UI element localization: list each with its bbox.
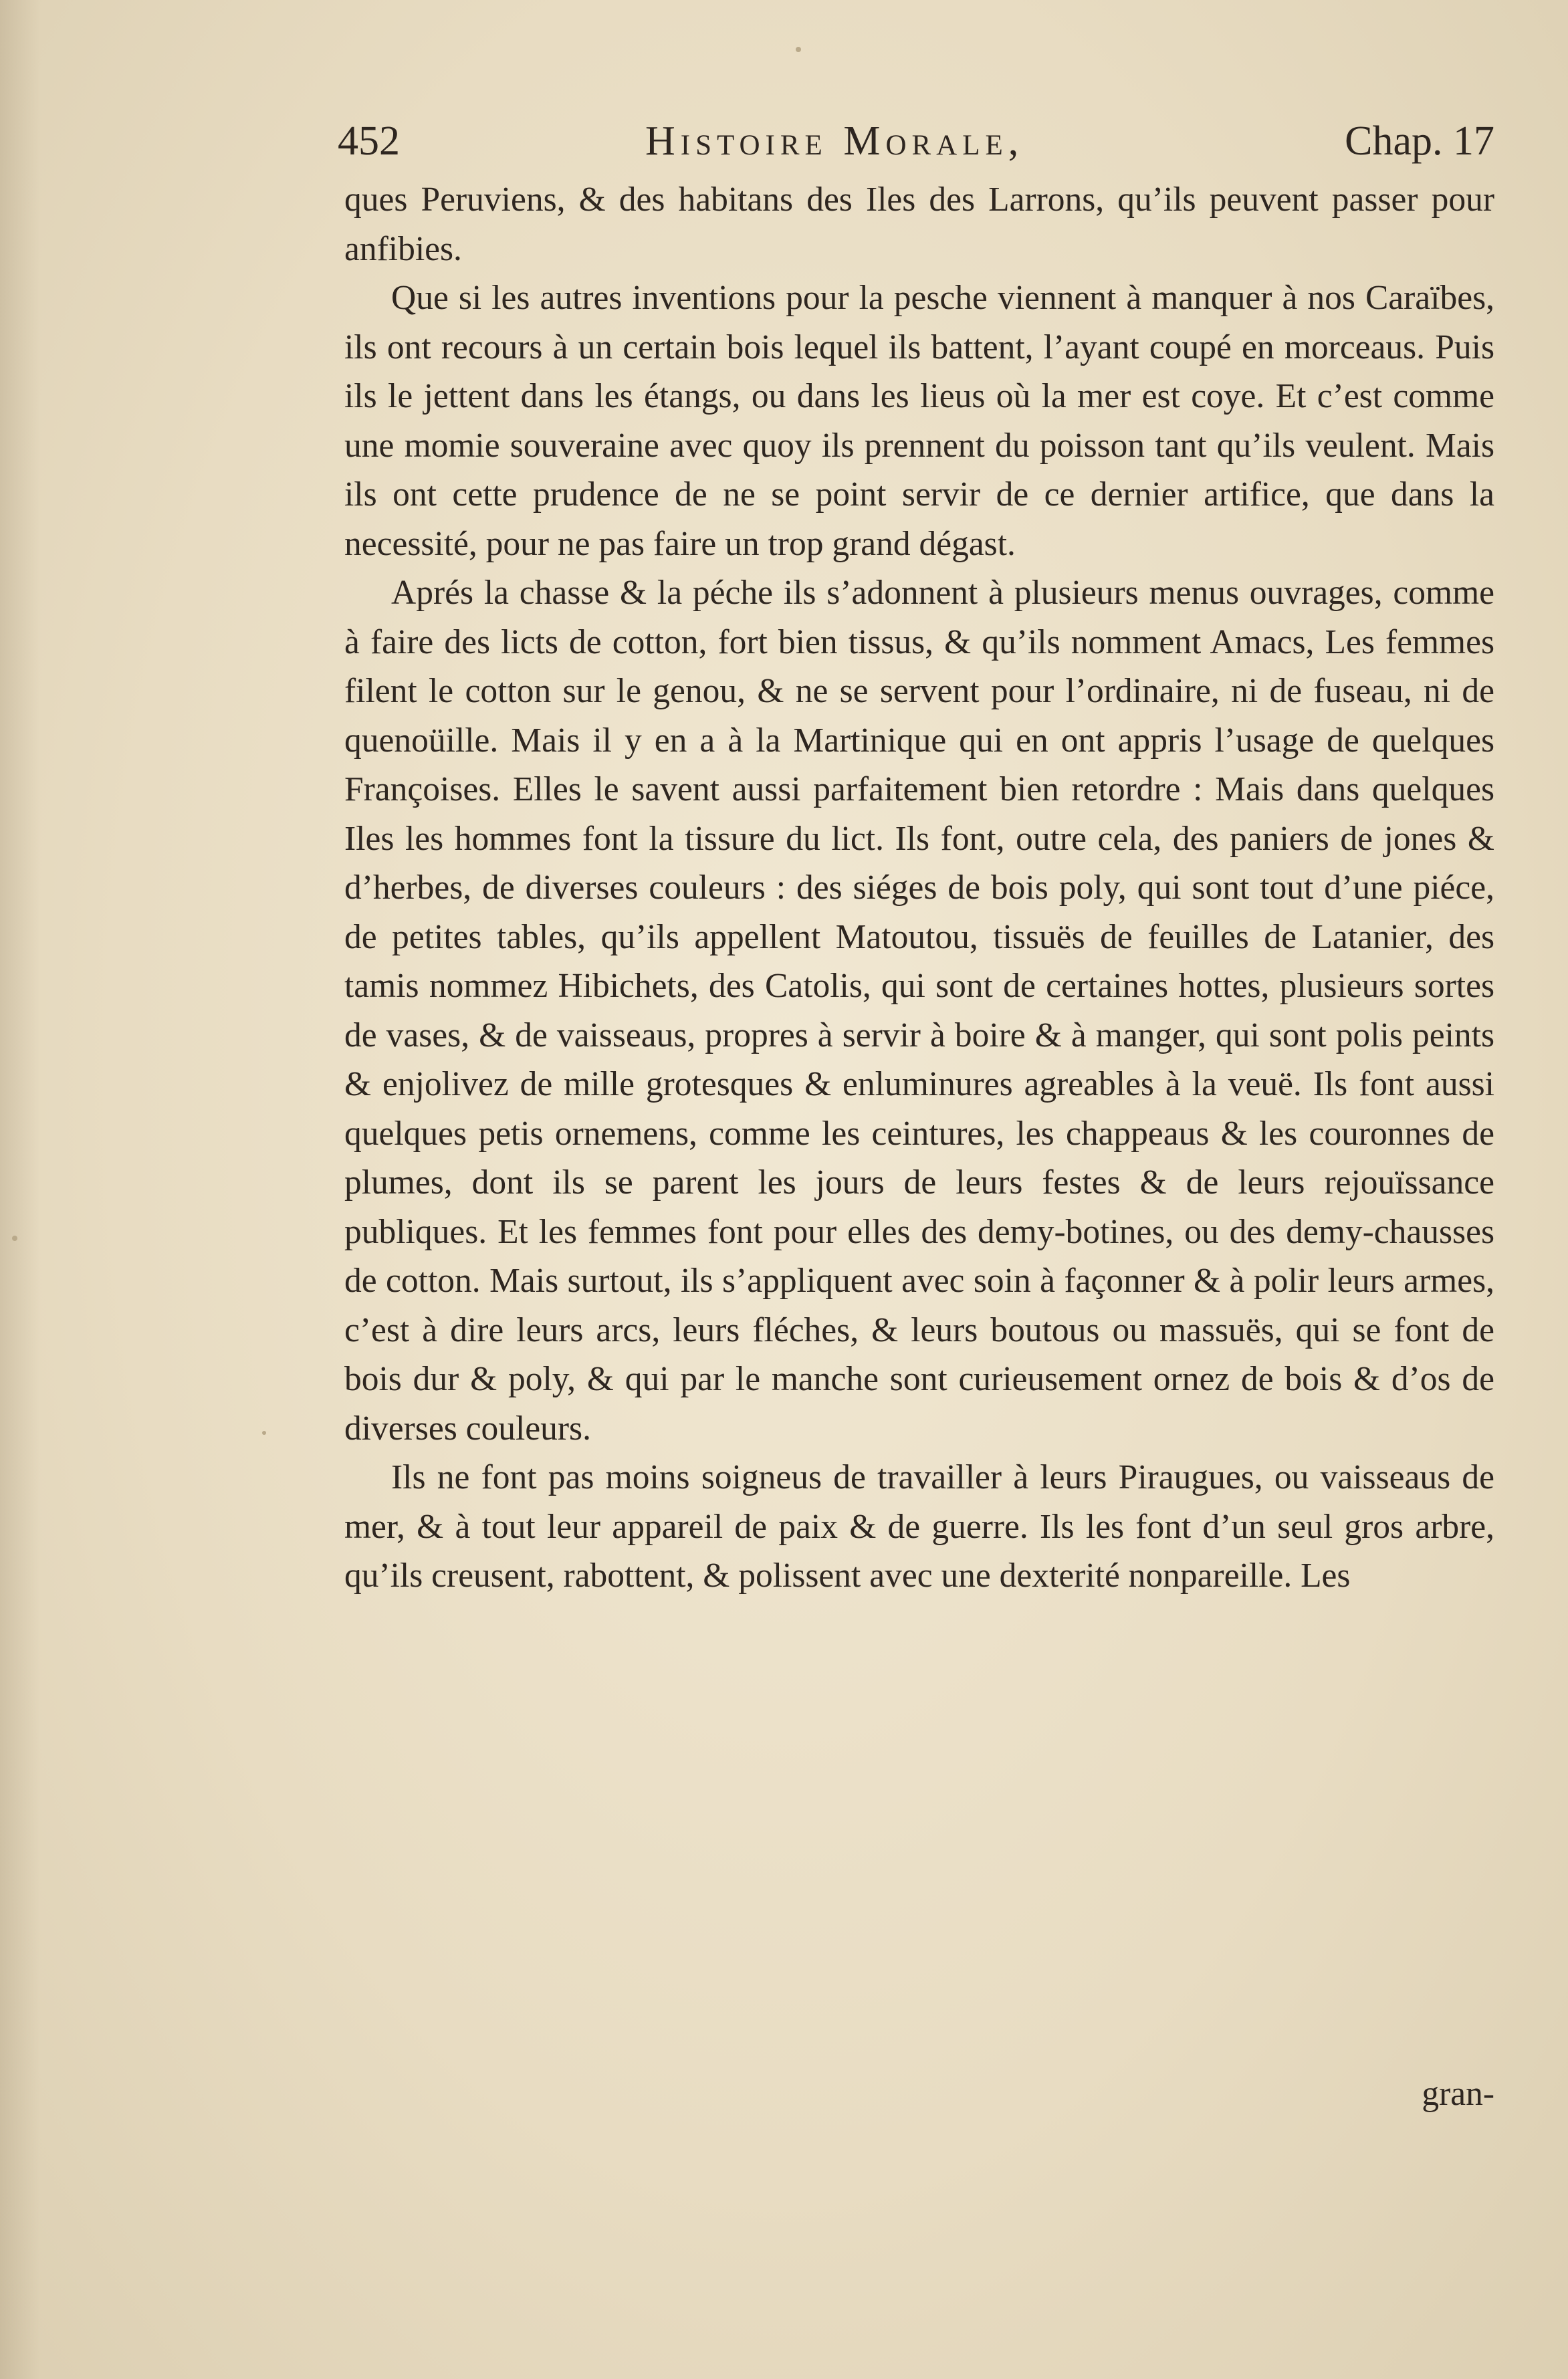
page-header	[338, 111, 1494, 171]
chapter-label: Chap. 17	[1345, 118, 1494, 164]
paper-speck	[796, 47, 801, 52]
paper-speck	[12, 1236, 17, 1241]
running-title: Histoire Morale,	[645, 118, 1024, 164]
paragraph-continued: ques Peruviens, & des habitans des Iles des Larrons, qu’ils peuvent passer pour anfibies.	[344, 181, 1494, 268]
paragraph-crafts: Aprés la chasse & la péche ils s’adonnent à plusieurs menus ouvrages, comme à faire des licts de cotton, fort bien tissus, & qu’ils nomment Amacs, Les femmes filent le cotton sur le genou, & ne se servent pour l’ordinaire, ni de fuseau, ni de quenoüille. Mais il y en a à la Martinique qui en ont appris l’usage de quelques Françoises. Elles le savent aussi parfaitement bien retordre : Mais dans quelques Iles les hommes font la tissure du lict. Ils font, outre cela, des paniers de jones & d’herbes, de diverses couleurs : des siéges de bois poly, qui sont tout d’une piéce, de petites tables, qu’ils appellent Matoutou, tissuës de feuilles de Latanier, des tamis nommez Hibichets, des Catolis, qui sont de certaines hottes, plusieurs sortes de vases, & de vaisseaus, propres à servir à boire & à manger, qui sont polis peints & enjolivez de mille grotesques & enluminures agreables à la veuë. Ils font aussi quelques petis ornemens, comme les ceintures, les chappeaus & les couronnes de plumes, dont ils se parent les jours de leurs festes & de leurs rejouïssance publiques. Et les femmes font pour elles des demy-botines, ou des demy-chausses de cotton. Mais surtout, ils s’appliquent avec soin à façonner & à polir leurs armes, c’est à dire leurs arcs, leurs fléches, & leurs boutous ou massuës, qui se font de bois dur & poly, & qui par le manche sont curieusement ornez de bois & d’os de diverses couleurs.	[344, 574, 1494, 1448]
catchword: gran-	[1422, 2075, 1494, 2113]
page-gutter-shadow	[0, 0, 40, 2379]
body-text	[344, 175, 1494, 1601]
paragraph-piraugues: Ils ne font pas moins soigneus de travailler à leurs Piraugues, ou vaisseaus de mer, & à tout leur appareil de paix & de guerre. Ils les font d’un seul gros arbre, qu’ils creusent, rabottent, & polissent avec une dexterité nonpareille. Les	[344, 1458, 1494, 1595]
paper-speck	[262, 1431, 266, 1435]
page-number: 452	[338, 118, 400, 164]
paragraph-fishing-wood: Que si les autres inventions pour la pesche viennent à manquer à nos Caraïbes, ils ont recours à un certain bois lequel ils battent, l’ayant coupé en morceaus. Puis ils le jettent dans les étangs, ou dans les lieus où la mer est coye. Et c’est comme une momie souveraine avec quoy ils prennent du poisson tant qu’ils veulent. Mais ils ont cette prudence de ne se point servir de ce dernier artifice, que dans la necessité, pour ne pas faire un trop grand dégast.	[344, 279, 1494, 563]
